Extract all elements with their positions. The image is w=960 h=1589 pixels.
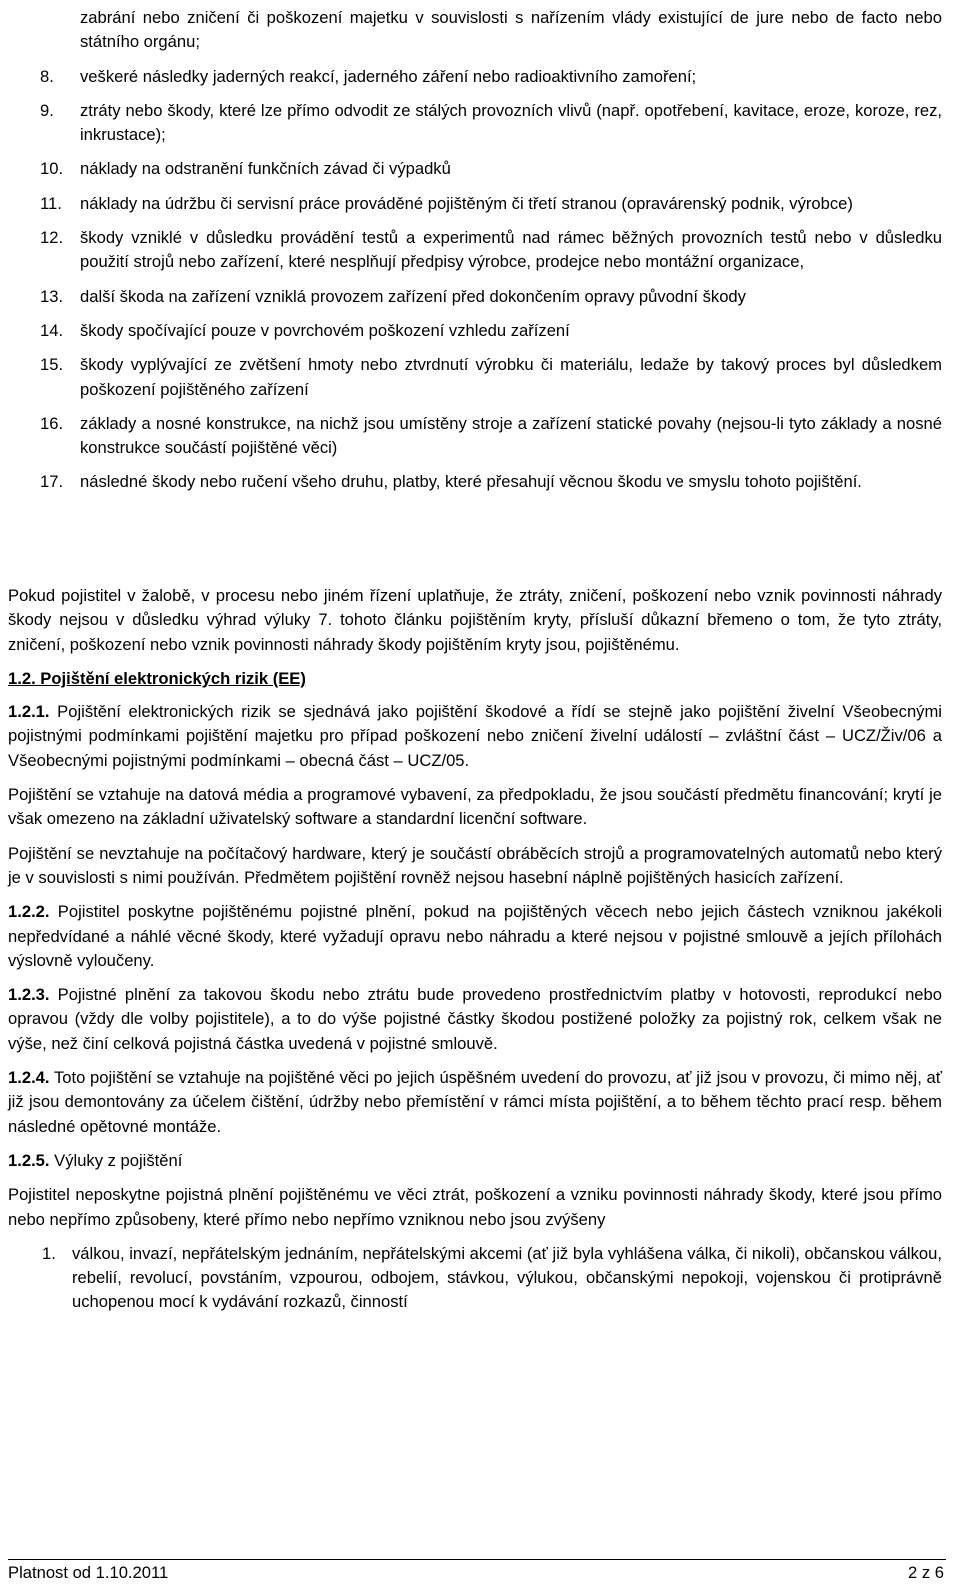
- list-item: [40, 353, 942, 402]
- paragraph-media: Pojištění se vztahuje na datová média a programové vybavení, za předpokladu, že jsou součástí předmětu financování; krytí je však omezeno na základní uživatelský software a standardní licenční software.: [8, 785, 942, 829]
- paragraph-hardware: Pojištění se nevztahuje na počítačový hardware, který je součástí obráběcích strojů a programovatelných automatů nebo který je v souvislosti s nimi používán. Předmětem pojištění rovněž nejsou hasební náplně pojištěných hasicích zařízení.: [8, 843, 942, 887]
- list-item: [42, 1242, 942, 1315]
- section-text: Výluky z pojištění: [49, 1150, 183, 1170]
- list-item: [40, 226, 942, 275]
- list-item-number: 10.: [40, 159, 64, 179]
- list-item: [40, 6, 942, 55]
- section-number: 1.2.5.: [8, 1150, 50, 1170]
- page-footer: [8, 1562, 944, 1584]
- list-item-number: 1.: [42, 1243, 56, 1263]
- list-item: [40, 192, 942, 216]
- list-item-text: škody spočívající pouze v povrchovém poškození vzhledu zařízení: [80, 320, 570, 340]
- section-1-2-3: [8, 983, 942, 1056]
- list-item-text: náklady na odstranění funkčních závad či výpadků: [80, 159, 451, 179]
- list-item-number: 14.: [40, 320, 64, 340]
- section-number: 1.2.2.: [8, 902, 50, 922]
- section-number: 1.2.1.: [8, 702, 50, 722]
- section-1-2-1: [8, 700, 942, 773]
- section-text: Pojištění elektronických rizik se sjednává jako pojištění škodové a řídí se stejně jako pojištění živelní Všeobecnými pojistnými podmínkami pojištění majetku pro případ poškození nebo zničení živelní událostí – zvláštní část – UCZ/Živ/06 a Všeobecnými pojistnými podmínkami – obecná část – UCZ/05.: [8, 702, 942, 770]
- list-item-text: škody vzniklé v důsledku provádění testů a experimentů nad rámec běžných provozních testů nebo v důsledku použití strojů nebo zařízení, které nesplňují předpisy výrobce, prodejce nebo montážní organizace,: [80, 228, 942, 272]
- list-item-text: náklady na údržbu či servisní práce prováděné pojištěným či třetí stranou (opravárenský podnik, výrobce): [80, 193, 853, 213]
- section-heading-ee: 1.2. Pojištění elektronických rizik (EE): [8, 668, 306, 688]
- exclusion-list: [40, 6, 942, 505]
- list-item-number: 12.: [40, 228, 64, 248]
- section-number: 1.2.4.: [8, 1068, 50, 1088]
- list-item: [40, 412, 942, 461]
- section-1-2-2: [8, 900, 942, 973]
- page-number: 2 z 6: [908, 1563, 944, 1582]
- list-item-number: 17.: [40, 472, 64, 492]
- list-item: [40, 319, 942, 343]
- section-text: Pojistné plnění za takovou škodu nebo ztrátu bude provedeno prostřednictvím platby v hotovosti, reprodukcí nebo opravou (vždy dle volby pojistitele), a to do výše pojistné částky škodou postižené položky za pojistný rok, celkem však ne výše, než činí celková pojistná částka uvedená v pojistné smlouvě.: [8, 985, 942, 1053]
- list-item-text: následné škody nebo ručení všeho druhu, platby, které přesahují věcnou škodu ve smyslu tohoto pojištění.: [80, 472, 862, 492]
- document-body: [8, 584, 942, 1315]
- list-item-text: válkou, invazí, nepřátelským jednáním, nepřátelskými akcemi (ať již byla vyhlášena válka, či nikoli), občanskou válkou, rebelií, revolucí, povstáním, vzpourou, odbojem, stávkou, výlukou, občanskými nepokoji, vojenskou či protiprávně uchopenou mocí k vydávání rozkazů, činností: [72, 1243, 942, 1312]
- paragraph-liability: Pokud pojistitel v žalobě, v procesu nebo jiném řízení uplatňuje, že ztráty, zničení, poškození nebo vznik povinnosti náhrady škody nejsou v důsledku výhrad výluky 7. tohoto článku pojištěním kryty, přísluší důkazní břemeno o tom, že tyto ztráty, zničení, poškození nebo vznik povinnosti náhrady škody pojištěním kryty jsou, pojištěnému.: [8, 586, 942, 654]
- section-text: Toto pojištění se vztahuje na pojištěné věci po jejich úspěšném uvedení do provozu, ať již jsou v provozu, či mimo něj, ať již jsou demontovány za účelem čištění, údržby nebo přemístění v rámci místa pojištění, a to během těchto prací resp. během následné opětovné montáže.: [8, 1068, 942, 1136]
- list-item-number: [40, 6, 80, 55]
- footer-validity: Platnost od 1.10.2011: [8, 1563, 169, 1582]
- footer-divider: [8, 1559, 946, 1560]
- list-item-text: další škoda na zařízení vzniklá provozem zařízení před dokončením opravy původní škody: [80, 286, 746, 306]
- list-item: [40, 285, 942, 309]
- list-item-text: zabrání nebo zničení či poškození majetku v souvislosti s nařízením vlády existující de jure nebo de facto nebo státního orgánu;: [80, 8, 942, 52]
- paragraph-exclusions: Pojistitel neposkytne pojistná plnění pojištěnému ve věci ztrát, poškození a vzniku povinnosti náhrady škody, které jsou přímo nebo nepřímo způsobeny, které přímo nebo nepřímo vzniknou nebo jsou zvýšeny: [8, 1185, 942, 1229]
- list-item-text: základy a nosné konstrukce, na nichž jsou umístěny stroje a zařízení statické povahy (nejsou-li tyto základy a nosné konstrukce součástí pojištěné věci): [80, 413, 942, 458]
- section-number: 1.2.3.: [8, 985, 50, 1005]
- list-item-number: 11.: [40, 193, 62, 213]
- list-item-number: 8.: [40, 66, 54, 86]
- section-1-2-4: [8, 1066, 942, 1139]
- list-item-number: 9.: [40, 100, 54, 120]
- list-item-text: veškeré následky jaderných reakcí, jaderného záření nebo radioaktivního zamoření;: [80, 66, 697, 86]
- list-item: [40, 99, 942, 148]
- list-item: [40, 157, 942, 181]
- list-item: [40, 470, 942, 494]
- section-1-2-5: [8, 1149, 942, 1173]
- section-text: Pojistitel poskytne pojištěnému pojistné plnění, pokud na pojištěných věcech nebo jejich částech vzniknou jakékoli nepředvídané a náhlé věcné škody, které vyžadují opravu nebo náhradu a které nejsou v pojistné smlouvě a jejích přílohách výslovně vyloučeny.: [8, 902, 942, 970]
- list-item-number: 13.: [40, 286, 64, 306]
- list-item-text: ztráty nebo škody, které lze přímo odvodit ze stálých provozních vlivů (např. opotřebení, kavitace, eroze, koroze, rez, inkrustace);: [80, 100, 942, 145]
- list-item-number: 15.: [40, 355, 64, 375]
- list-item-number: 16.: [40, 413, 64, 433]
- list-item-text: škody vyplývající ze zvětšení hmoty nebo ztvrdnutí výrobku či materiálu, ledaže by takový proces byl důsledkem poškození pojištěného zařízení: [80, 355, 942, 399]
- list-item: [40, 65, 942, 89]
